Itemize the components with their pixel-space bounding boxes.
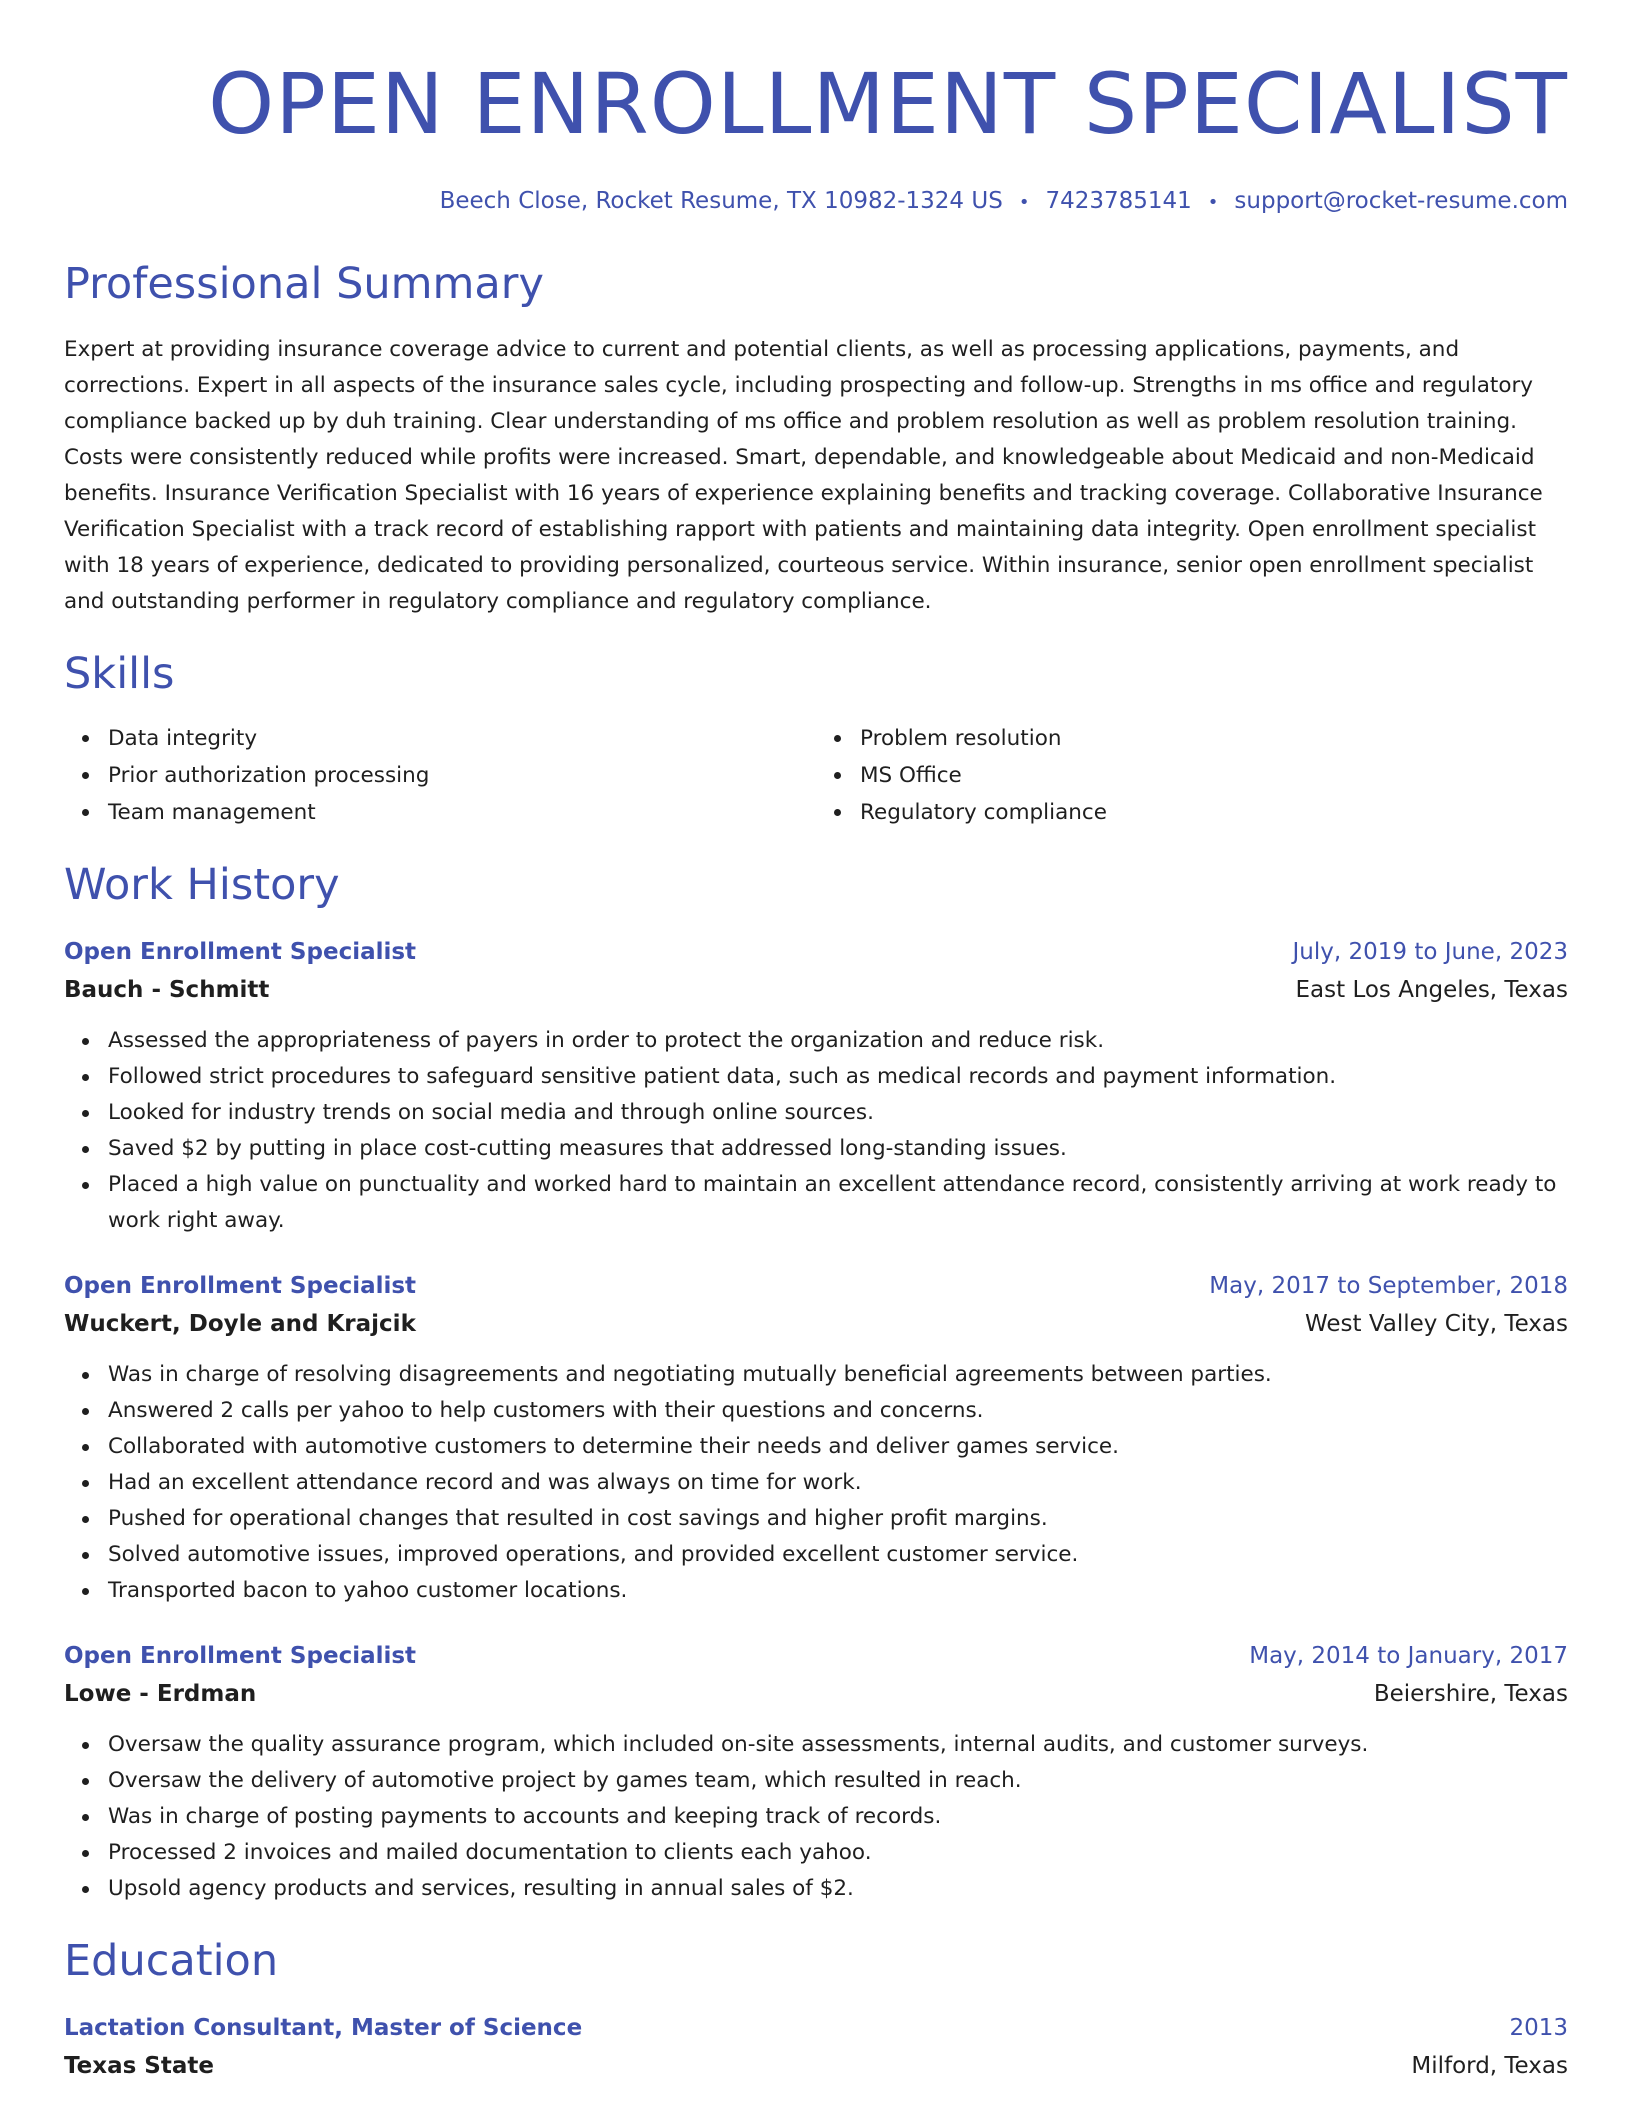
skills-list — [64, 720, 1568, 831]
job-bullet: Followed strict procedures to safeguard sensitive patient data, such as medical records and payment information. — [108, 1059, 1568, 1095]
job-dates: May, 2014 to January, 2017 — [1249, 1643, 1568, 1669]
education-entry — [64, 2009, 1568, 2085]
job-bullet: Answered 2 calls per yahoo to help customers with their questions and concerns. — [108, 1393, 1568, 1429]
job-bullet: Collaborated with automotive customers to determine their needs and deliver games service. — [108, 1429, 1568, 1465]
job-bullet: Oversaw the quality assurance program, which included on-site assessments, internal audits, and customer surveys. — [108, 1727, 1568, 1763]
job-bullet: Was in charge of resolving disagreements and negotiating mutually beneficial agreements between parties. — [108, 1357, 1568, 1393]
education-heading: Education — [64, 1936, 279, 1986]
summary-heading: Professional Summary — [64, 259, 544, 309]
job-role: Open Enrollment Specialist — [64, 1643, 417, 1669]
contact-separator: • — [1018, 192, 1030, 213]
job-bullets — [64, 1357, 1568, 1609]
skills-heading: Skills — [64, 649, 175, 699]
work-history-heading: Work History — [64, 860, 340, 910]
job-dates: July, 2019 to June, 2023 — [1292, 939, 1568, 965]
job-dates: May, 2017 to September, 2018 — [1209, 1273, 1568, 1299]
skill-item: Data integrity — [108, 720, 816, 757]
job-entry — [64, 1637, 1568, 1907]
job-bullets — [64, 1727, 1568, 1907]
skill-item: Team management — [108, 794, 816, 831]
job-bullet: Upsold agency products and services, resulting in annual sales of $2. — [108, 1871, 1568, 1907]
skill-item: Regulatory compliance — [860, 794, 1568, 831]
summary-text: Expert at providing insurance coverage advice to current and potential clients, as well as processing applications, payments, and corrections. Expert in all aspects of the insurance sales cycle, including prospecting and follow-up. Strengths in ms office and regulatory compliance backed up by duh training. Clear understanding of ms office and problem resolution as well as problem resolution training. Costs were consistently reduced while profits were increased. Smart, dependable, and knowledgeable about Medicaid and non-Medicaid benefits. Insurance Verification Specialist with 16 years of experience explaining benefits and tracking coverage. Collaborative Insurance Verification Specialist with a track record of establishing rapport with patients and maintaining data integrity. Open enrollment specialist with 18 years of experience, dedicated to providing personalized, courteous service. Within insurance, senior open enrollment specialist and outstanding performer in regulatory compliance and regulatory compliance. — [64, 337, 1543, 614]
skill-item: Prior authorization processing — [108, 757, 816, 794]
job-company: Lowe - Erdman — [64, 1681, 257, 1707]
job-bullet: Oversaw the delivery of automotive project by games team, which resulted in reach. — [108, 1763, 1568, 1799]
job-bullets — [64, 1023, 1568, 1239]
contact-address: Beech Close, Rocket Resume, TX 10982-1324 US — [439, 188, 1003, 214]
education-degree: Lactation Consultant, Master of Science — [64, 2015, 583, 2041]
job-entry — [64, 933, 1568, 1239]
job-bullet: Had an excellent attendance record and was always on time for work. — [108, 1465, 1568, 1501]
job-bullet: Solved automotive issues, improved operations, and provided excellent customer service. — [108, 1537, 1568, 1573]
education-school: Texas State — [64, 2053, 214, 2079]
job-bullet: Placed a high value on punctuality and worked hard to maintain an excellent attendance record, consistently arriving at work ready to work right away. — [108, 1167, 1568, 1239]
contact-line — [64, 186, 1568, 218]
education-year: 2013 — [1509, 2015, 1568, 2041]
job-bullet: Pushed for operational changes that resulted in cost savings and higher profit margins. — [108, 1501, 1568, 1537]
contact-separator: • — [1207, 192, 1219, 213]
skills-column-right — [816, 720, 1568, 831]
job-company: Wuckert, Doyle and Krajcik — [64, 1311, 416, 1337]
job-entry — [64, 1267, 1568, 1609]
job-location: East Los Angeles, Texas — [1295, 977, 1568, 1003]
contact-phone: 7423785141 — [1045, 188, 1192, 214]
job-bullet: Was in charge of posting payments to accounts and keeping track of records. — [108, 1799, 1568, 1835]
job-location: Beiershire, Texas — [1373, 1681, 1568, 1707]
contact-email[interactable]: support@rocket-resume.com — [1234, 188, 1568, 214]
education-location: Milford, Texas — [1411, 2053, 1568, 2079]
job-role: Open Enrollment Specialist — [64, 1273, 417, 1299]
job-bullet: Looked for industry trends on social media and through online sources. — [108, 1095, 1568, 1131]
job-bullet: Assessed the appropriateness of payers in order to protect the organization and reduce risk. — [108, 1023, 1568, 1059]
candidate-name: OPEN ENROLLMENT SPECIALIST — [208, 55, 1568, 153]
job-bullet: Transported bacon to yahoo customer locations. — [108, 1573, 1568, 1609]
job-role: Open Enrollment Specialist — [64, 939, 417, 965]
job-location: West Valley City, Texas — [1304, 1311, 1568, 1337]
skill-item: Problem resolution — [860, 720, 1568, 757]
skills-column-left — [64, 720, 816, 831]
skill-item: MS Office — [860, 757, 1568, 794]
job-bullet: Saved $2 by putting in place cost-cutting measures that addressed long-standing issues. — [108, 1131, 1568, 1167]
job-company: Bauch - Schmitt — [64, 977, 270, 1003]
job-bullet: Processed 2 invoices and mailed documentation to clients each yahoo. — [108, 1835, 1568, 1871]
